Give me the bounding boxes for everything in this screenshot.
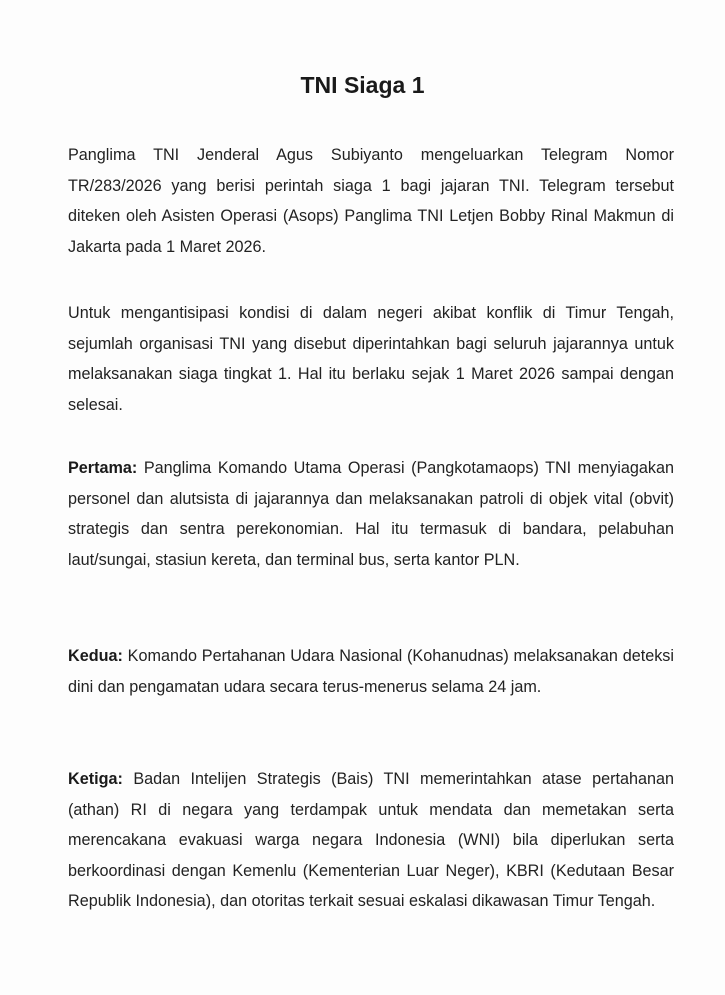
paragraph-text: Badan Intelijen Strategis (Bais) TNI memerintahkan atase pertahanan (athan) RI di negara yang terdampak untuk mendata dan memetakan serta merencakana evakuasi warga negara Indonesia (WNI) bila diperlukan serta berkoordinasi dengan Kemenlu (Kementerian Luar Neger), KBRI (Kedutaan Besar Republik Indonesia), dan otoritas terkait sesuai eskalasi dikawasan Timur Tengah. — [68, 770, 674, 910]
paragraph-text: Komando Pertahanan Udara Nasional (Kohanudnas) melaksanakan deteksi dini dan pengamatan udara secara terus-menerus selama 24 jam. — [68, 647, 674, 696]
paragraph-text: Untuk mengantisipasi kondisi di dalam negeri akibat konflik di Timur Tengah, sejumlah organisasi TNI yang disebut diperintahkan bagi seluruh jajarannya untuk melaksanakan siaga tingkat 1. Hal itu berlaku sejak 1 Maret 2026 sampai dengan selesai. — [68, 304, 674, 414]
paragraph-context — [68, 298, 674, 420]
paragraph-kedua — [68, 641, 674, 702]
paragraph-label: Kedua: — [68, 647, 123, 665]
paragraph-ketiga — [68, 764, 674, 917]
paragraph-label: Pertama: — [68, 459, 138, 477]
paragraph-text: Panglima TNI Jenderal Agus Subiyanto mengeluarkan Telegram Nomor TR/283/2026 yang berisi perintah siaga 1 bagi jajaran TNI. Telegram tersebut diteken oleh Asisten Operasi (Asops) Panglima TNI Letjen Bobby Rinal Makmun di Jakarta pada 1 Maret 2026. — [68, 146, 674, 256]
paragraph-intro — [68, 140, 674, 262]
document-title: TNI Siaga 1 — [300, 72, 425, 98]
paragraph-pertama — [68, 453, 674, 575]
paragraph-text: Panglima Komando Utama Operasi (Pangkotamaops) TNI menyiagakan personel dan alutsista di jajarannya dan melaksanakan patroli di objek vital (obvit) strategis dan sentra perekonomian. Hal itu termasuk di bandara, pelabuhan laut/sungai, stasiun kereta, dan terminal bus, serta kantor PLN. — [68, 459, 674, 569]
paragraph-label: Ketiga: — [68, 770, 123, 788]
